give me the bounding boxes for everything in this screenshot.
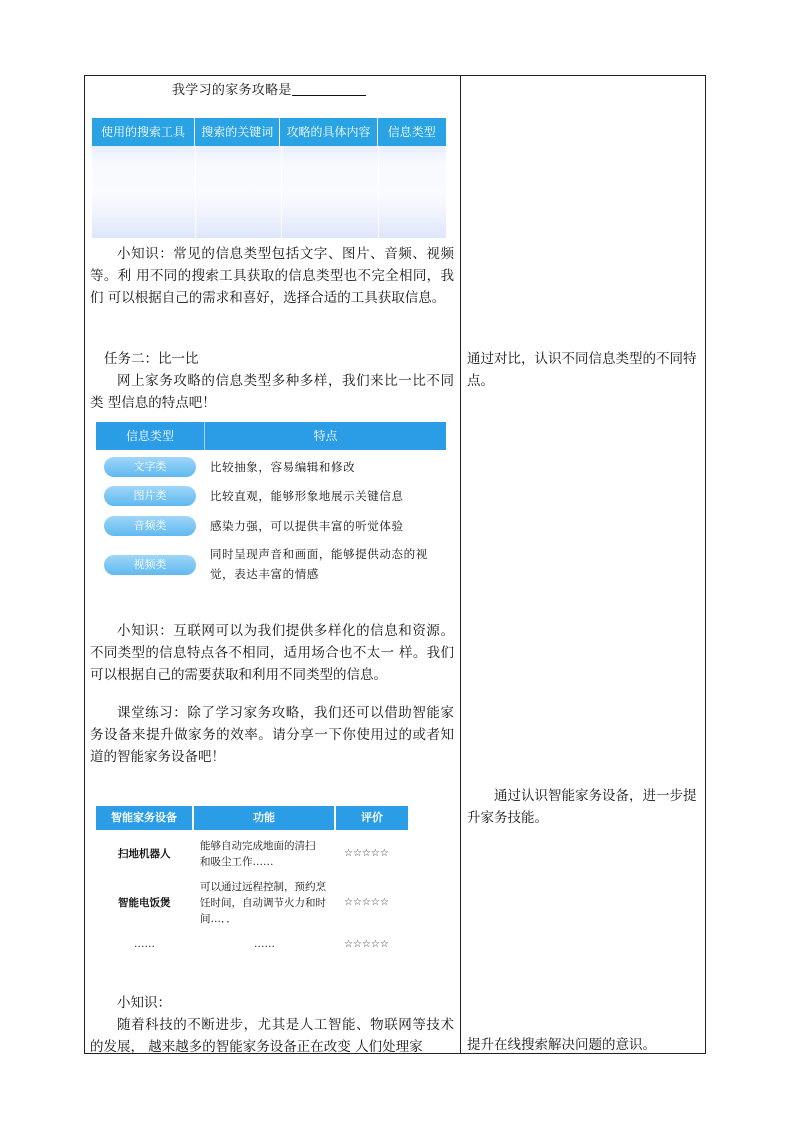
design-note-devices: 通过认识智能家务设备，进一步提升家务技能。	[467, 788, 697, 826]
search-table-body	[92, 146, 446, 238]
answer-blank	[292, 81, 366, 96]
feature-text: 比较直观，能够形象地展示关键信息	[210, 489, 404, 503]
header-cell: 功能	[253, 811, 275, 824]
tip-internet-info: 小知识：互联网可以为我们提供多样化的信息和资源。不同类型的信息特点各不相同，适用场合也不太一 样。我们可以根据自己的需要获取和利用不同类型的信息。	[90, 623, 454, 683]
feature-text: 同时呈现声音和画面，能够提供动态的视觉，表达丰富的情感	[210, 547, 428, 581]
info-type-table	[96, 422, 446, 590]
type-pill-audio: 音频类	[104, 516, 196, 536]
device-function: 可以通过远程控制，预约烹饪时间，自动调节火力和时间…．．	[200, 881, 326, 925]
task2-text: 网上家务攻略的信息类型多种多样，我们来比一比不同类 型信息的特点吧！	[90, 373, 454, 411]
classroom-practice: 课堂练习：除了学习家务攻略，我们还可以借助智能家务设备来提升做家务的效率。请分享一下你使用过的或者知道的智能家务设备吧！	[90, 705, 454, 765]
smart-device-table	[96, 806, 408, 966]
type-pill-video: 视频类	[104, 555, 196, 575]
column-line	[195, 146, 196, 238]
device-function: ……	[254, 938, 275, 950]
heading	[172, 80, 366, 102]
heading-text: 我学习的家务攻略是	[172, 83, 292, 98]
design-note-search: 提升在线搜索解决问题的意识。	[467, 1037, 656, 1053]
header-cell: 搜索的关键词	[195, 118, 280, 146]
device-table-header	[96, 806, 408, 830]
rating-stars: ☆☆☆☆☆	[344, 939, 389, 950]
header-cell: 信息类型	[387, 125, 436, 139]
type-pill-image: 图片类	[104, 486, 196, 506]
header-cell: 使用的搜索工具	[92, 118, 195, 146]
header-cell: 智能家务设备	[111, 811, 177, 824]
feature-text: 比较抽象，容易编辑和修改	[210, 460, 356, 474]
device-name: 扫地机器人	[118, 848, 171, 860]
device-function: 能够自动完成地面的清扫和吸尘工作……	[200, 840, 316, 868]
tip3-title: 小知识：	[117, 995, 171, 1011]
rating-stars: ☆☆☆☆☆	[344, 848, 389, 859]
tip-info-types: 小知识：常见的信息类型包括文字、图片、音频、视频等。利 用不同的搜索工具获取的信息类型也不完全相同，我们 可以根据自己的需求和喜好，选择合适的工具获取信息。	[90, 246, 454, 306]
type-pill-text: 文字类	[104, 457, 196, 477]
header-cell: 信息类型	[125, 429, 174, 443]
rating-stars: ☆☆☆☆☆	[344, 897, 389, 908]
design-note-compare: 通过对比，认识不同信息类型的不同特点。	[467, 351, 697, 389]
info-type-header	[96, 422, 446, 450]
header-cell: 评价	[361, 811, 383, 824]
search-table-header	[92, 118, 446, 146]
header-cell: 特点	[313, 429, 338, 443]
tip3-text: 随着科技的不断进步，尤其是人工智能、物联网等技术的发展， 越来越多的智能家务设备正在改变 人们处理家	[90, 1017, 454, 1055]
column-line	[378, 146, 379, 238]
device-name: ……	[134, 938, 155, 950]
feature-text: 感染力强，可以提供丰富的听觉体验	[210, 519, 404, 533]
device-name: 智能电饭煲	[118, 897, 171, 909]
header-cell: 攻略的具体内容	[280, 118, 377, 146]
column-line	[281, 146, 282, 238]
task2-title: 任务二：比一比	[104, 351, 199, 367]
column-divider	[460, 75, 461, 1054]
search-record-table	[92, 118, 446, 238]
